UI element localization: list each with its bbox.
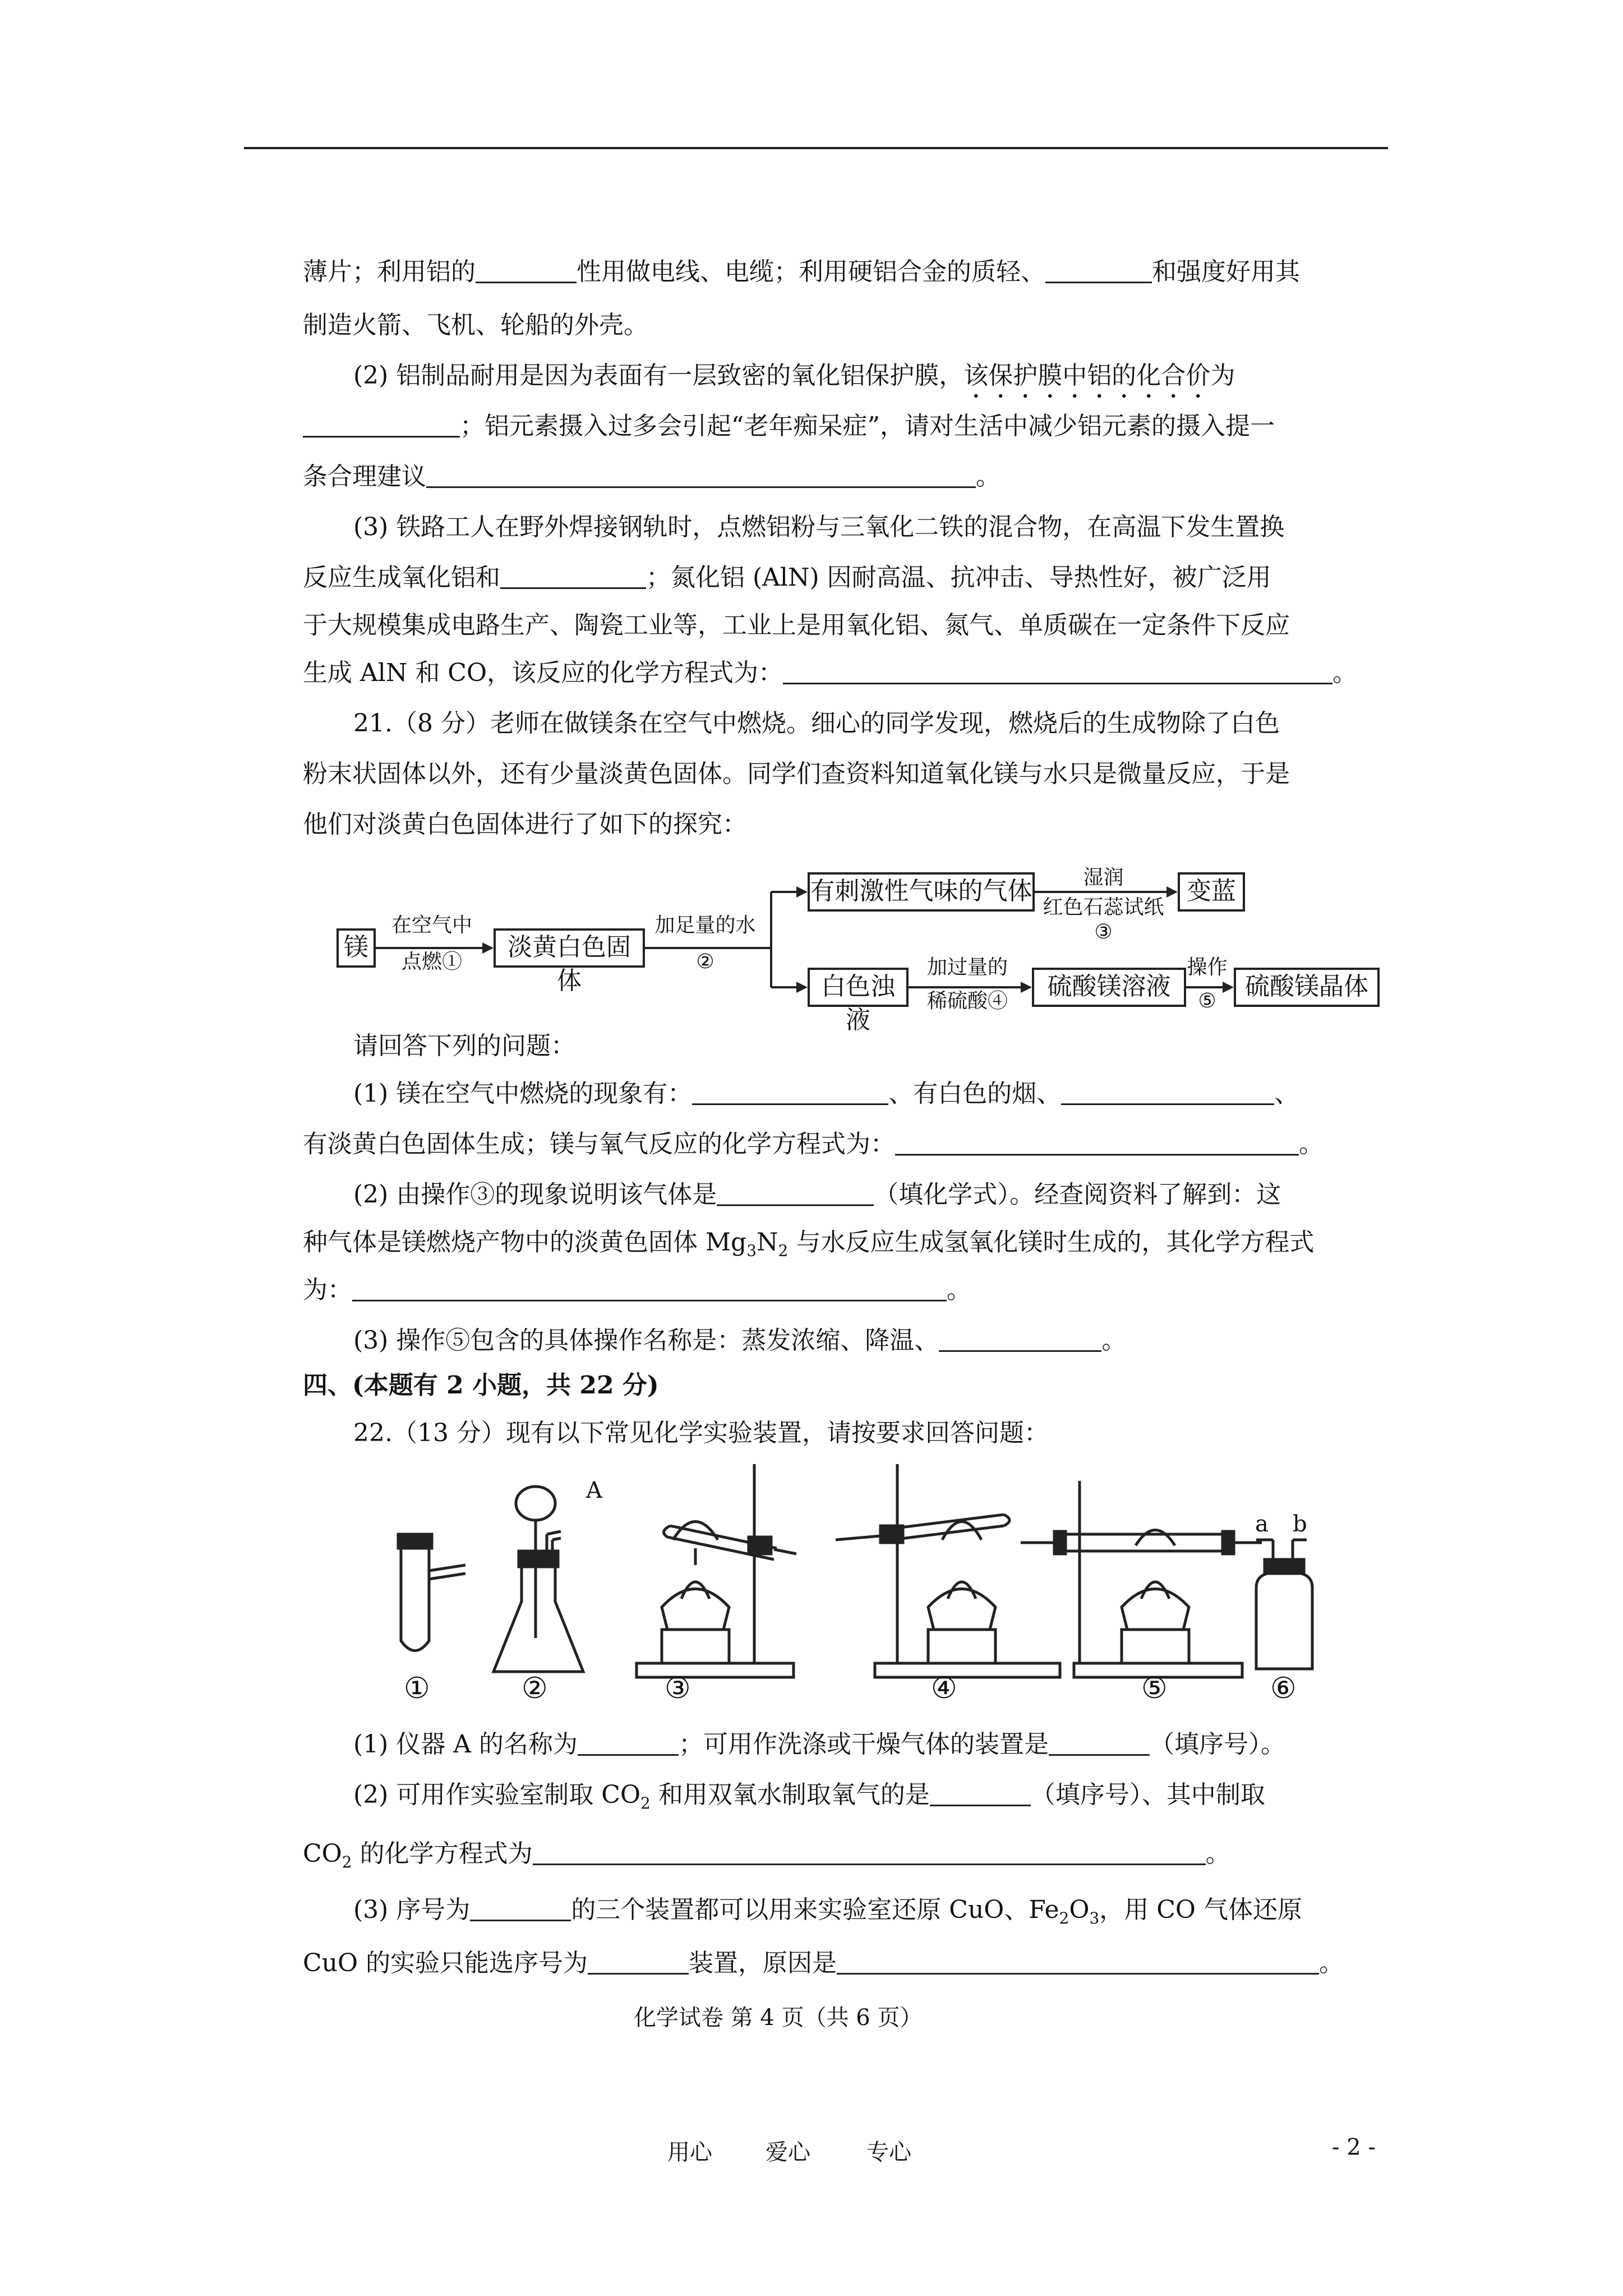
box-mgso4-crystal: 硫酸镁晶体 [1234, 968, 1380, 1007]
label-step4-top: 加过量的 [926, 956, 1008, 979]
label-step3-top: 湿润 [1083, 866, 1124, 889]
text-line: 于大规模集成电路生产、陶瓷工业等，工业上是用氧化铝、氮气、单质碳在一定条件下反应 [303, 611, 1290, 639]
answer-blank[interactable] [578, 1729, 679, 1756]
text-line: 种气体是镁燃烧产物中的淡黄色固体 $Mg_3N_2$ 与水反应生成氢氧化镁时生成的，其化学方程式 [303, 1228, 1315, 1260]
text-line: CuO 的实验只能选序号为 装置，原因是 。 [303, 1949, 1344, 1977]
label-step3-bottom: ③ [1094, 921, 1113, 944]
text-line: 制造火箭、飞机、轮船的外壳。 [303, 311, 648, 339]
text-line: (3) 序号为 的三个装置都可以用来实验室还原 CuO、$Fe_2O_3$，用 CO 气体还原 [353, 1895, 1302, 1927]
apparatus-number-1: ① [404, 1672, 430, 1705]
box-white-suspension: 白色浊液 [808, 968, 909, 1007]
label-b: b [1293, 1511, 1307, 1537]
apparatus-number-4: ④ [931, 1672, 957, 1705]
page-number: - 2 - [1332, 2134, 1376, 2160]
footer-motto-2: 爱心 [766, 2139, 810, 2165]
label-step5-bottom: ⑤ [1198, 990, 1216, 1013]
text-line: (1) 镁在空气中燃烧的现象有： 、有白色的烟、 、 [353, 1079, 1299, 1108]
text-line: (2) 由操作③的现象说明该气体是 （填化学式）。经查阅资料了解到：这 [353, 1180, 1281, 1209]
label-step3-mid: 红色石蕊试纸 [1043, 896, 1164, 919]
footer-motto-3: 专心 [866, 2139, 911, 2165]
footer-motto-1: 用心 [667, 2139, 712, 2165]
answer-blank[interactable] [533, 1839, 1206, 1865]
text-line: (1) 仪器 A 的名称为 ；可用作洗涤或干燥气体的装置是 （填序号）。 [353, 1730, 1286, 1759]
text-line: 生成 AlN 和 CO，该反应的化学方程式为： 。 [303, 659, 1358, 687]
text-line: (3) 铁路工人在野外焊接钢轨时，点燃铝粉与三氧化二铁的混合物，在高温下发生置换 [353, 513, 1285, 541]
label-A: A [586, 1478, 602, 1503]
label-step1-bottom: 点燃① [401, 950, 462, 973]
text-line: (2) 铝制品耐用是因为表面有一层致密的氧化铝保护膜，该保护膜中铝的化合价为 [353, 361, 1235, 390]
label-step2-top: 加足量的水 [654, 914, 756, 937]
text-line: 薄片；利用铝的 性用做电线、电缆；利用硬铝合金的质轻、 和强度好用其 [303, 257, 1300, 286]
text-line: 请回答下列的问题： [353, 1032, 575, 1060]
text-line: 有淡黄白色固体生成；镁与氧气反应的化学方程式为： 。 [303, 1130, 1324, 1158]
answer-blank[interactable] [837, 1948, 1319, 1975]
text-line: ；铝元素摄入过多会引起“老年痴呆症”，请对生活中减少铝元素的摄入提一 [303, 409, 1413, 443]
answer-blank[interactable] [1049, 1729, 1150, 1756]
text-line: 反应生成氧化铝和 ；氮化铝 (AlN) 因耐高温、抗冲击、导热性好，被广泛用 [303, 563, 1271, 592]
label-step2-bottom: ② [696, 950, 714, 973]
label-a: a [1255, 1511, 1269, 1537]
box-magnesium: 镁 [336, 928, 376, 968]
text-line: (3) 操作⑤包含的具体操作名称是：蒸发浓缩、降温、 。 [353, 1326, 1127, 1355]
page-footer-title: 化学试卷 第 4 页（共 6 页） [634, 2005, 923, 2031]
label-step4-bottom: 稀硫酸④ [926, 990, 1008, 1013]
box-turns-blue: 变蓝 [1178, 872, 1245, 912]
text-line: (2) 可用作实验室制取 $CO_2$ 和用双氧水制取氧气的是 （填序号）、其中制取 [353, 1780, 1265, 1812]
label-step1-top: 在空气中 [391, 914, 472, 937]
label-step5-top: 操作 [1187, 956, 1228, 979]
question-22: 22.（13 分）现有以下常见化学实验装置，请按要求回答问题： [353, 1419, 1049, 1447]
text-line: $CO_2$ 的化学方程式为 。 [303, 1839, 1230, 1871]
text-line: 为： 。 [303, 1276, 971, 1304]
apparatus-number-2: ② [522, 1672, 548, 1705]
apparatus-number-5: ⑤ [1141, 1672, 1168, 1705]
text-line: 条合理建议 。 [303, 462, 1000, 491]
section-heading: 四、(本题有 2 小题，共 22 分) [303, 1371, 659, 1400]
text-line: 他们对淡黄白色固体进行了如下的探究： [303, 810, 747, 839]
box-pale-yellow-solid: 淡黄白色固体 [494, 928, 645, 968]
answer-blank[interactable] [930, 1780, 1031, 1806]
text-line: 粉末状固体以外，还有少量淡黄色固体。同学们查资料知道氧化镁与水只是微量反应，于是 [303, 760, 1290, 788]
apparatus-number-3: ③ [665, 1672, 691, 1705]
question-21: 21.（8 分）老师在做镁条在空气中燃烧。细心的同学发现，燃烧后的生成物除了白色 [353, 709, 1280, 738]
box-pungent-gas: 有刺激性气味的气体 [808, 872, 1035, 912]
answer-blank[interactable] [470, 1895, 571, 1921]
answer-blank[interactable] [588, 1948, 689, 1975]
apparatus-number-6: ⑥ [1270, 1672, 1297, 1705]
box-mgso4-solution: 硫酸镁溶液 [1032, 968, 1186, 1007]
